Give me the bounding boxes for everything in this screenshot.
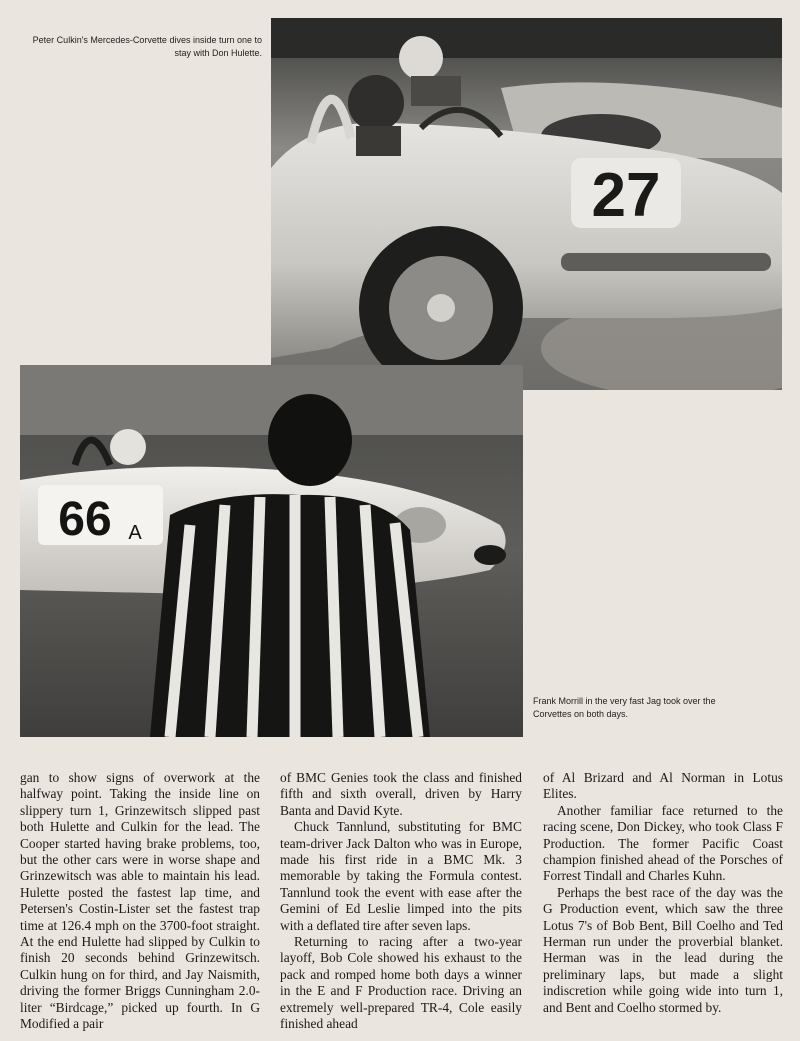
article-column-2	[280, 770, 522, 1032]
photo-jaguar	[20, 365, 523, 737]
paragraph: Perhaps the best race of the day was the G Production event, which saw the three Lotus 7's of Bob Bent, Bill Coelho and Ted Herman run under the proverbial blanket. Herman was in the lead during the preliminary laps, but made a slight indiscretion while going wide into turn 1, and Bent and Coelho stormed by.	[543, 884, 783, 1015]
paragraph: Returning to racing after a two-year layoff, Bob Cole showed his exhaust to the pack and romped home both days a winner in the E and F Production race. Driving an extremely well-prepared TR-4, Cole easily finished ahead	[280, 934, 522, 1032]
photo-caption-bottom: Frank Morrill in the very fast Jag took over the Corvettes on both days.	[533, 696, 716, 719]
article-column-1	[20, 770, 260, 1032]
car-number-27: 27	[591, 161, 661, 230]
car-number-66: 66	[58, 493, 112, 546]
car-class-letter: A	[128, 522, 142, 544]
photo-caption-top: Peter Culkin's Mercedes-Corvette dives inside turn one to stay with Don Hulette.	[32, 35, 262, 58]
paragraph: of BMC Genies took the class and finished fifth and sixth overall, driven by Harry Banta and David Kyte.	[280, 770, 522, 818]
photo-mercedes-corvette-image	[271, 18, 782, 390]
article-column-3	[543, 770, 783, 1032]
photo-jaguar-image	[20, 365, 523, 737]
paragraph: gan to show signs of overwork at the halfway point. Taking the inside line on slippery turn 1, Grinzewitsch slipped past both Hulette and Culkin for the lead. The Cooper started having brake problems, too, but the other cars were in worse shape and Grinzewitsch was able to maintain his lead. Hulette posted the fastest lap time, and Petersen's Costin-Lister set the fastest trap time at 126.4 mph on the 3700-foot straight. At the end Hulette had slipped by Culkin to finish 20 seconds behind Grinzewitsch. Culkin hung on for third, and Jay Naismith, driving the former Briggs Cunningham 2.0-liter “Birdcage,” picked up fourth. In G Modified a pair	[20, 770, 260, 1032]
paragraph: Chuck Tannlund, substituting for BMC team-driver Jack Dalton who was in Europe, made his first ride in a BMC Mk. 3 memorable by taking the Formula contest. Tannlund took the event with ease after the Gemini of Ed Leslie limped into the pits with a deflated tire after seven laps.	[280, 819, 522, 933]
paragraph: of Al Brizard and Al Norman in Lotus Elites.	[543, 770, 783, 802]
paragraph: Another familiar face returned to the racing scene, Don Dickey, who took Class F Production. The former Pacific Coast champion finished ahead of the Porsches of Forrest Tindall and Charles Kuhn.	[543, 802, 783, 884]
photo-mercedes-corvette	[271, 18, 782, 390]
